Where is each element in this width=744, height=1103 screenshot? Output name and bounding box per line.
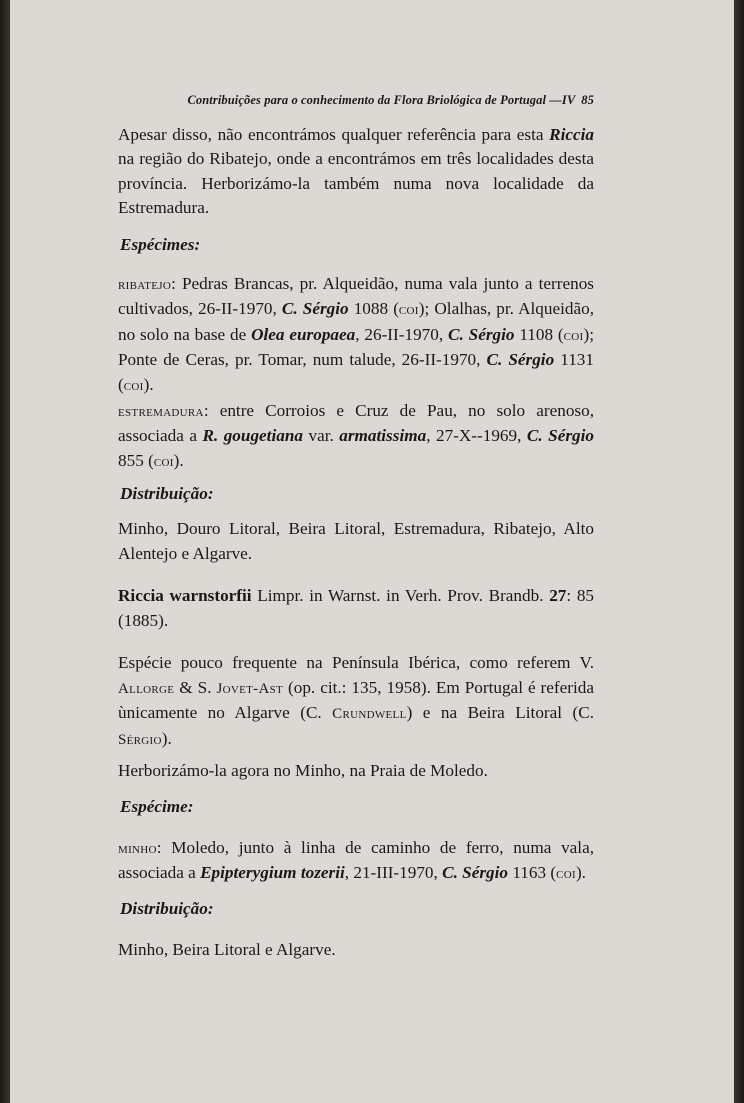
genus-riccia: Riccia <box>549 124 594 144</box>
text-run: , 21-III-1970, <box>344 863 443 883</box>
text-run: : 85 (1885). <box>118 586 595 630</box>
distribution-1: Minho, Douro Litoral, Beira Litoral, Estremadura, Ribatejo, Alto Alentejo e Algarve. <box>118 518 594 563</box>
text-run: Limpr. in Warnst. in Verh. Prov. Brandb. <box>251 586 550 606</box>
variety-armatissima: armatissima <box>339 426 427 446</box>
species-epipterygium: Epipterygium tozerii <box>200 863 345 883</box>
text-run: 1163 ( <box>508 863 557 883</box>
text-run: , 27-X--1969, <box>426 426 527 446</box>
heading-especimes: Espécimes: <box>120 234 201 254</box>
species-r-gougetiana: R. gougetiana <box>202 426 303 446</box>
page-number: 85 <box>581 93 594 107</box>
running-header <box>118 88 594 113</box>
scan-edge-right <box>734 0 744 1103</box>
text-run: ) e na Beira Litoral (C. <box>406 703 594 723</box>
author-jovet-ast: Jovet-Ast <box>216 680 284 697</box>
region-label: ribatejo <box>118 276 172 293</box>
author-crundwell: Crundwell <box>332 706 407 723</box>
text-run: 1131 ( <box>118 350 594 394</box>
collector: C. Sérgio <box>526 426 594 446</box>
text-run: & S. <box>174 677 217 697</box>
running-title: Contribuições para o conhecimento da Flora Briológica de Portugal —IV <box>187 93 576 107</box>
text-run: ). <box>143 374 154 394</box>
paragraph-moledo: Herborizámo-la agora no Minho, na Praia de Moledo. <box>118 760 488 780</box>
author-allorge: Allorge <box>118 680 175 697</box>
text-run: : entre Corroios e Cruz de Pau, no solo arenoso, associada a <box>118 400 594 446</box>
text-run: var. <box>302 426 340 446</box>
herbarium-code: coi <box>563 327 584 344</box>
text-run: (op. cit.: 135, 1958). Em Portugal é referida ùnicamente no Algarve (C. <box>118 677 594 723</box>
paragraph-intro <box>118 123 594 221</box>
text-run: ); Olalhas, pr. Alqueidão, no solo na base de <box>118 299 594 344</box>
herbarium-code: coi <box>398 302 419 319</box>
text-run: Espécie pouco frequente na Península Ibérica, como referem V. <box>118 653 594 673</box>
document-page <box>10 0 734 1103</box>
specimen-estremadura <box>118 399 594 475</box>
heading-distribuicao-2: Distribuição: <box>120 899 214 919</box>
region-label: minho <box>118 840 157 857</box>
collector: C. Sérgio <box>486 350 555 370</box>
text-run: 855 ( <box>118 450 154 470</box>
text-run: na região do Ribatejo, onde a encontrámos em três localidades desta província. Herborizámo-la também numa nova localidade da Estremadura. <box>118 149 594 218</box>
text-run: : Moledo, junto à linha de caminho de ferro, numa vala, associada a <box>118 837 594 883</box>
text-run: , 26-II-1970, <box>355 324 449 344</box>
heading-especime: Espécime: <box>120 797 194 817</box>
species-olea: Olea europaea <box>251 324 356 344</box>
heading-distribuicao-1: Distribuição: <box>120 484 214 504</box>
paragraph-distribution-note <box>118 651 594 752</box>
text-run: Apesar disso, não encontrámos qualquer referência para esta <box>118 124 550 144</box>
distribution-2: Minho, Beira Litoral e Algarve. <box>118 939 336 959</box>
text-run: ). <box>173 450 184 470</box>
text-run: ); Ponte de Ceras, pr. Tomar, num talude, 26-II-1970, <box>118 324 594 370</box>
page-body <box>118 88 594 962</box>
herbarium-code: coi <box>556 866 576 883</box>
scan-edge-left <box>0 0 10 1103</box>
collector: C. Sérgio <box>442 863 509 883</box>
specimen-ribatejo <box>118 272 594 399</box>
specimen-minho <box>118 836 594 887</box>
text-run: ). <box>161 729 172 749</box>
text-run: : Pedras Brancas, pr. Alqueidão, numa vala junto a terrenos cultivados, 26-II-1970, <box>118 273 594 319</box>
region-label: estremadura <box>118 403 204 420</box>
herbarium-code: coi <box>123 377 144 394</box>
species-name: Riccia warnstorfii <box>118 586 252 606</box>
text-run: 1108 ( <box>514 324 564 344</box>
author-sergio: Sérgio <box>118 732 162 749</box>
collector: C. Sérgio <box>281 299 349 319</box>
herbarium-code: coi <box>153 453 174 470</box>
volume-number: 27 <box>549 586 567 606</box>
text-run: ). <box>575 863 586 883</box>
text-run: 1088 ( <box>348 299 399 319</box>
collector: C. Sérgio <box>448 324 515 344</box>
species-heading-warnstorfii <box>118 584 594 633</box>
